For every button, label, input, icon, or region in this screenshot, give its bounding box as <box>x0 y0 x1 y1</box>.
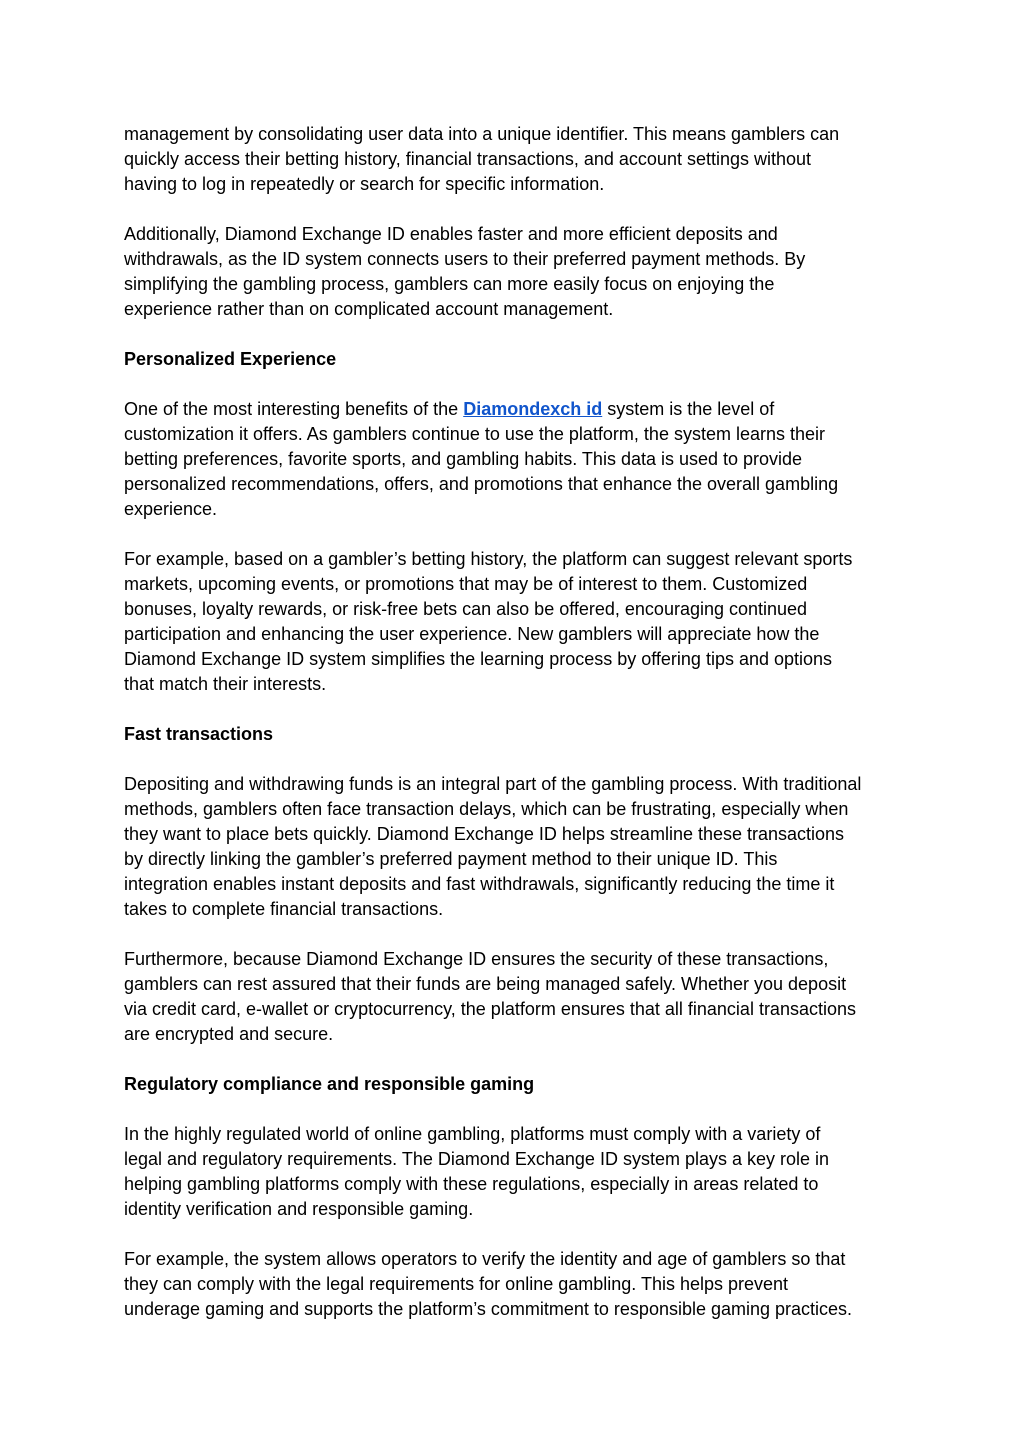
diamondexch-id-link[interactable]: Diamondexch id <box>463 399 603 419</box>
text-line: takes to complete financial transactions. <box>124 899 444 919</box>
text-line: Furthermore, because Diamond Exchange ID ensures the security of these transactions, <box>124 949 829 969</box>
text-line: via credit card, e-wallet or cryptocurrency, the platform ensures that all financial transactions <box>124 999 856 1019</box>
text-line: experience. <box>124 499 218 519</box>
heading-regulatory-compliance: Regulatory compliance and responsible gaming <box>124 1074 535 1094</box>
text-line: customization it offers. As gamblers continue to use the platform, the system learns their <box>124 424 825 444</box>
text-line: having to log in repeatedly or search for specific information. <box>124 174 605 194</box>
text-line: In the highly regulated world of online gambling, platforms must comply with a variety of <box>124 1124 821 1144</box>
text-line: simplifying the gambling process, gamblers can more easily focus on enjoying the <box>124 274 775 294</box>
paragraph-regulated-world <box>124 1122 914 1222</box>
text-line: are encrypted and secure. <box>124 1024 334 1044</box>
text-line: betting preferences, favorite sports, and gambling habits. This data is used to provide <box>124 449 803 469</box>
paragraph-deposits-withdrawals <box>124 222 914 322</box>
text-line: experience rather than on complicated account management. <box>124 299 614 319</box>
text-line: markets, upcoming events, or promotions that may be of interest to them. Customized <box>124 574 808 594</box>
paragraph-age-verification <box>124 1247 914 1322</box>
text-line: Additionally, Diamond Exchange ID enables faster and more efficient deposits and <box>124 224 778 244</box>
text-line: Depositing and withdrawing funds is an integral part of the gambling process. With traditional <box>124 774 862 794</box>
text-segment: One of the most interesting benefits of the <box>124 399 464 419</box>
text-line: For example, the system allows operators to verify the identity and age of gamblers so that <box>124 1249 846 1269</box>
text-line: by directly linking the gambler’s preferred payment method to their unique ID. This <box>124 849 778 869</box>
heading-fast-transactions: Fast transactions <box>124 724 274 744</box>
text-line: gamblers can rest assured that their funds are being managed safely. Whether you deposit <box>124 974 847 994</box>
text-line: participation and enhancing the user experience. New gamblers will appreciate how the <box>124 624 820 644</box>
text-line: Diamond Exchange ID system simplifies the learning process by offering tips and options <box>124 649 833 669</box>
text-line-with-link <box>124 397 914 422</box>
text-line: bonuses, loyalty rewards, or risk-free bets can also be offered, encouraging continued <box>124 599 808 619</box>
text-line: underage gaming and supports the platform’s commitment to responsible gaming practices. <box>124 1299 853 1319</box>
text-line: integration enables instant deposits and fast withdrawals, significantly reducing the time it <box>124 874 835 894</box>
text-line: they want to place bets quickly. Diamond Exchange ID helps streamline these transactions <box>124 824 845 844</box>
text-line: methods, gamblers often face transaction delays, which can be frustrating, especially when <box>124 799 849 819</box>
text-line: identity verification and responsible gaming. <box>124 1199 474 1219</box>
text-line: they can comply with the legal requirements for online gambling. This helps prevent <box>124 1274 789 1294</box>
heading-personalized-experience: Personalized Experience <box>124 349 337 369</box>
paragraph-customization <box>124 397 914 522</box>
text-line: helping gambling platforms comply with these regulations, especially in areas related to <box>124 1174 819 1194</box>
text-line: that match their interests. <box>124 674 327 694</box>
paragraph-betting-history-example <box>124 547 914 697</box>
text-line: legal and regulatory requirements. The Diamond Exchange ID system plays a key role in <box>124 1149 830 1169</box>
document-page <box>124 122 914 1347</box>
text-line: management by consolidating user data into a unique identifier. This means gamblers can <box>124 124 840 144</box>
text-line: withdrawals, as the ID system connects users to their preferred payment methods. By <box>124 249 806 269</box>
text-line: For example, based on a gambler’s betting history, the platform can suggest relevant sports <box>124 549 853 569</box>
text-line: quickly access their betting history, financial transactions, and account settings without <box>124 149 812 169</box>
paragraph-security <box>124 947 914 1047</box>
paragraph-account-management <box>124 122 914 197</box>
text-segment: system is the level of <box>602 399 775 419</box>
paragraph-depositing-withdrawing <box>124 772 914 922</box>
text-line: personalized recommendations, offers, and promotions that enhance the overall gambling <box>124 474 839 494</box>
